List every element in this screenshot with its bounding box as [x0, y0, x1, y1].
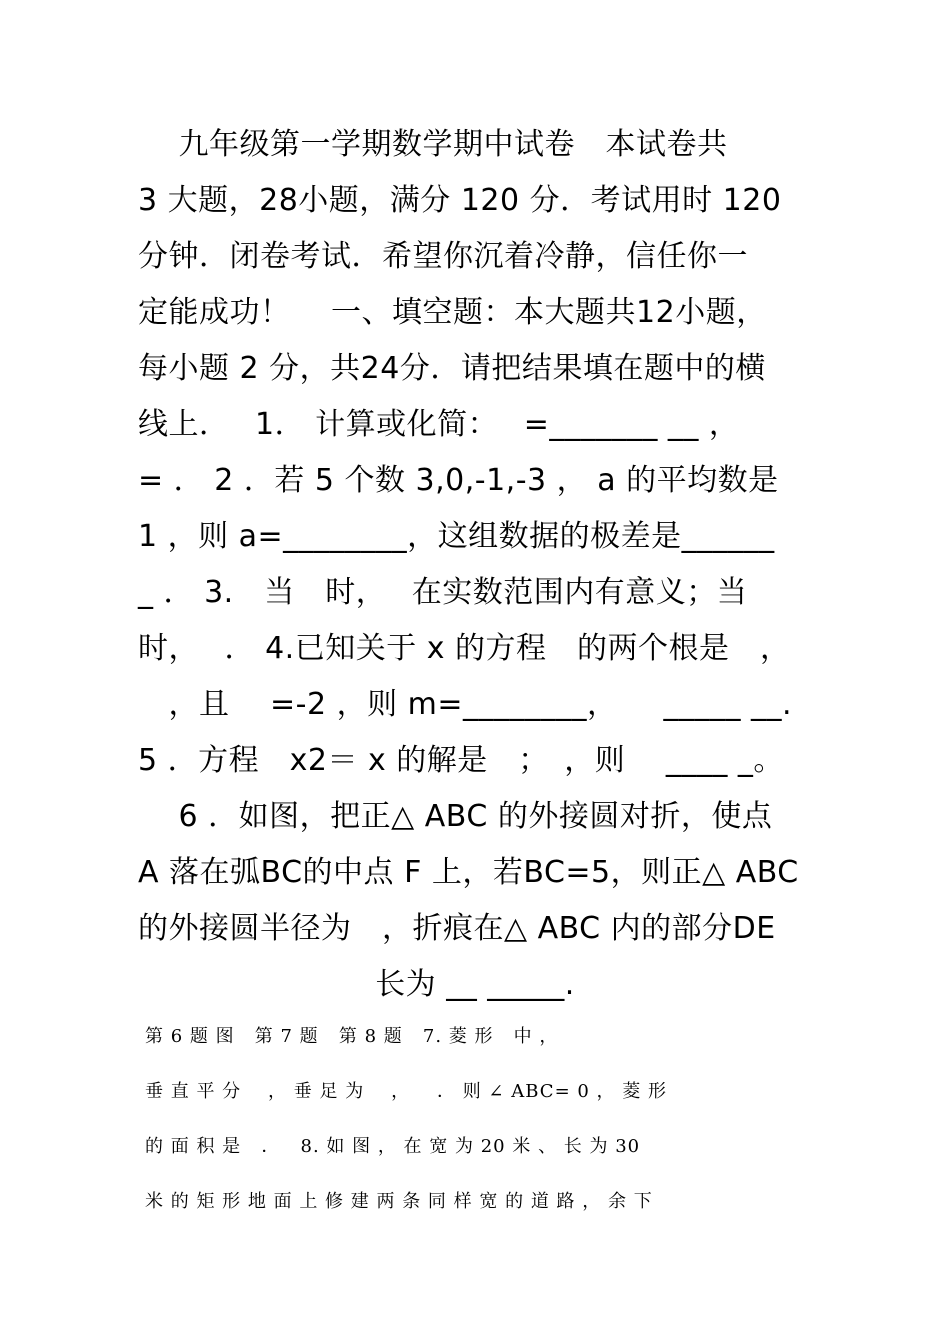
text-line: 线上． 1． 计算或化简： =_______ __ ，: [138, 407, 740, 442]
text-line: _ ． 3. 当 时， 在实数范围内有意义；当: [138, 575, 748, 610]
text-line: 定能成功！ 一、填空题：本大题共12小题，: [138, 295, 767, 330]
small-text-line: 米 的 矩 形 地 面 上 修 建 两 条 同 样 宽 的 道 路 ， 余 下: [145, 1191, 653, 1212]
text-line: 时， ． 4.已知关于 x 的方程 的两个根是 ，: [138, 631, 791, 666]
text-line: 每小题 2 分，共24分．请把结果填在题中的横: [138, 351, 766, 386]
text-line: 6 ．如图，把正△ ABC 的外接圆对折，使点: [138, 799, 773, 834]
text-line-centered: 长为 __ _____.: [375, 967, 575, 1002]
small-text-line: 的 面 积 是 ． 8. 如 图 ， 在 宽 为 20 米 、 长 为 30: [145, 1136, 641, 1157]
small-text-line: 第 6 题 图 第 7 题 第 8 题 7. 菱 形 中 ，: [145, 1026, 559, 1047]
small-text-line: 垂 直 平 分 ， 垂 足 为 ， ． 则 ∠ ABC= 0 ， 菱 形: [145, 1081, 667, 1102]
text-line: 5 ．方程 x2＝ x 的解是 ； ，则 ____ _。: [138, 743, 784, 778]
text-line: 1 ，则 a=________，这组数据的极差是______: [138, 519, 775, 554]
text-line: ，且 =-2 ，则 m=________， _____ __.: [138, 687, 793, 722]
text-line: 的外接圆半径为 ，折痕在△ ABC 内的部分DE: [138, 911, 776, 946]
text-line: 九年级第一学期数学期中试卷 本试卷共: [138, 127, 728, 162]
text-line: 3 大题，28小题，满分 120 分．考试用时 120: [138, 183, 782, 218]
text-line: 分钟．闭卷考试．希望你沉着冷静，信任你一: [138, 239, 748, 274]
text-line: A 落在弧BC的中点 F 上，若BC=5，则正△ ABC: [138, 855, 799, 890]
text-line: = ． 2 ．若 5 个数 3,0,-1,-3 ， a 的平均数是: [138, 463, 779, 498]
